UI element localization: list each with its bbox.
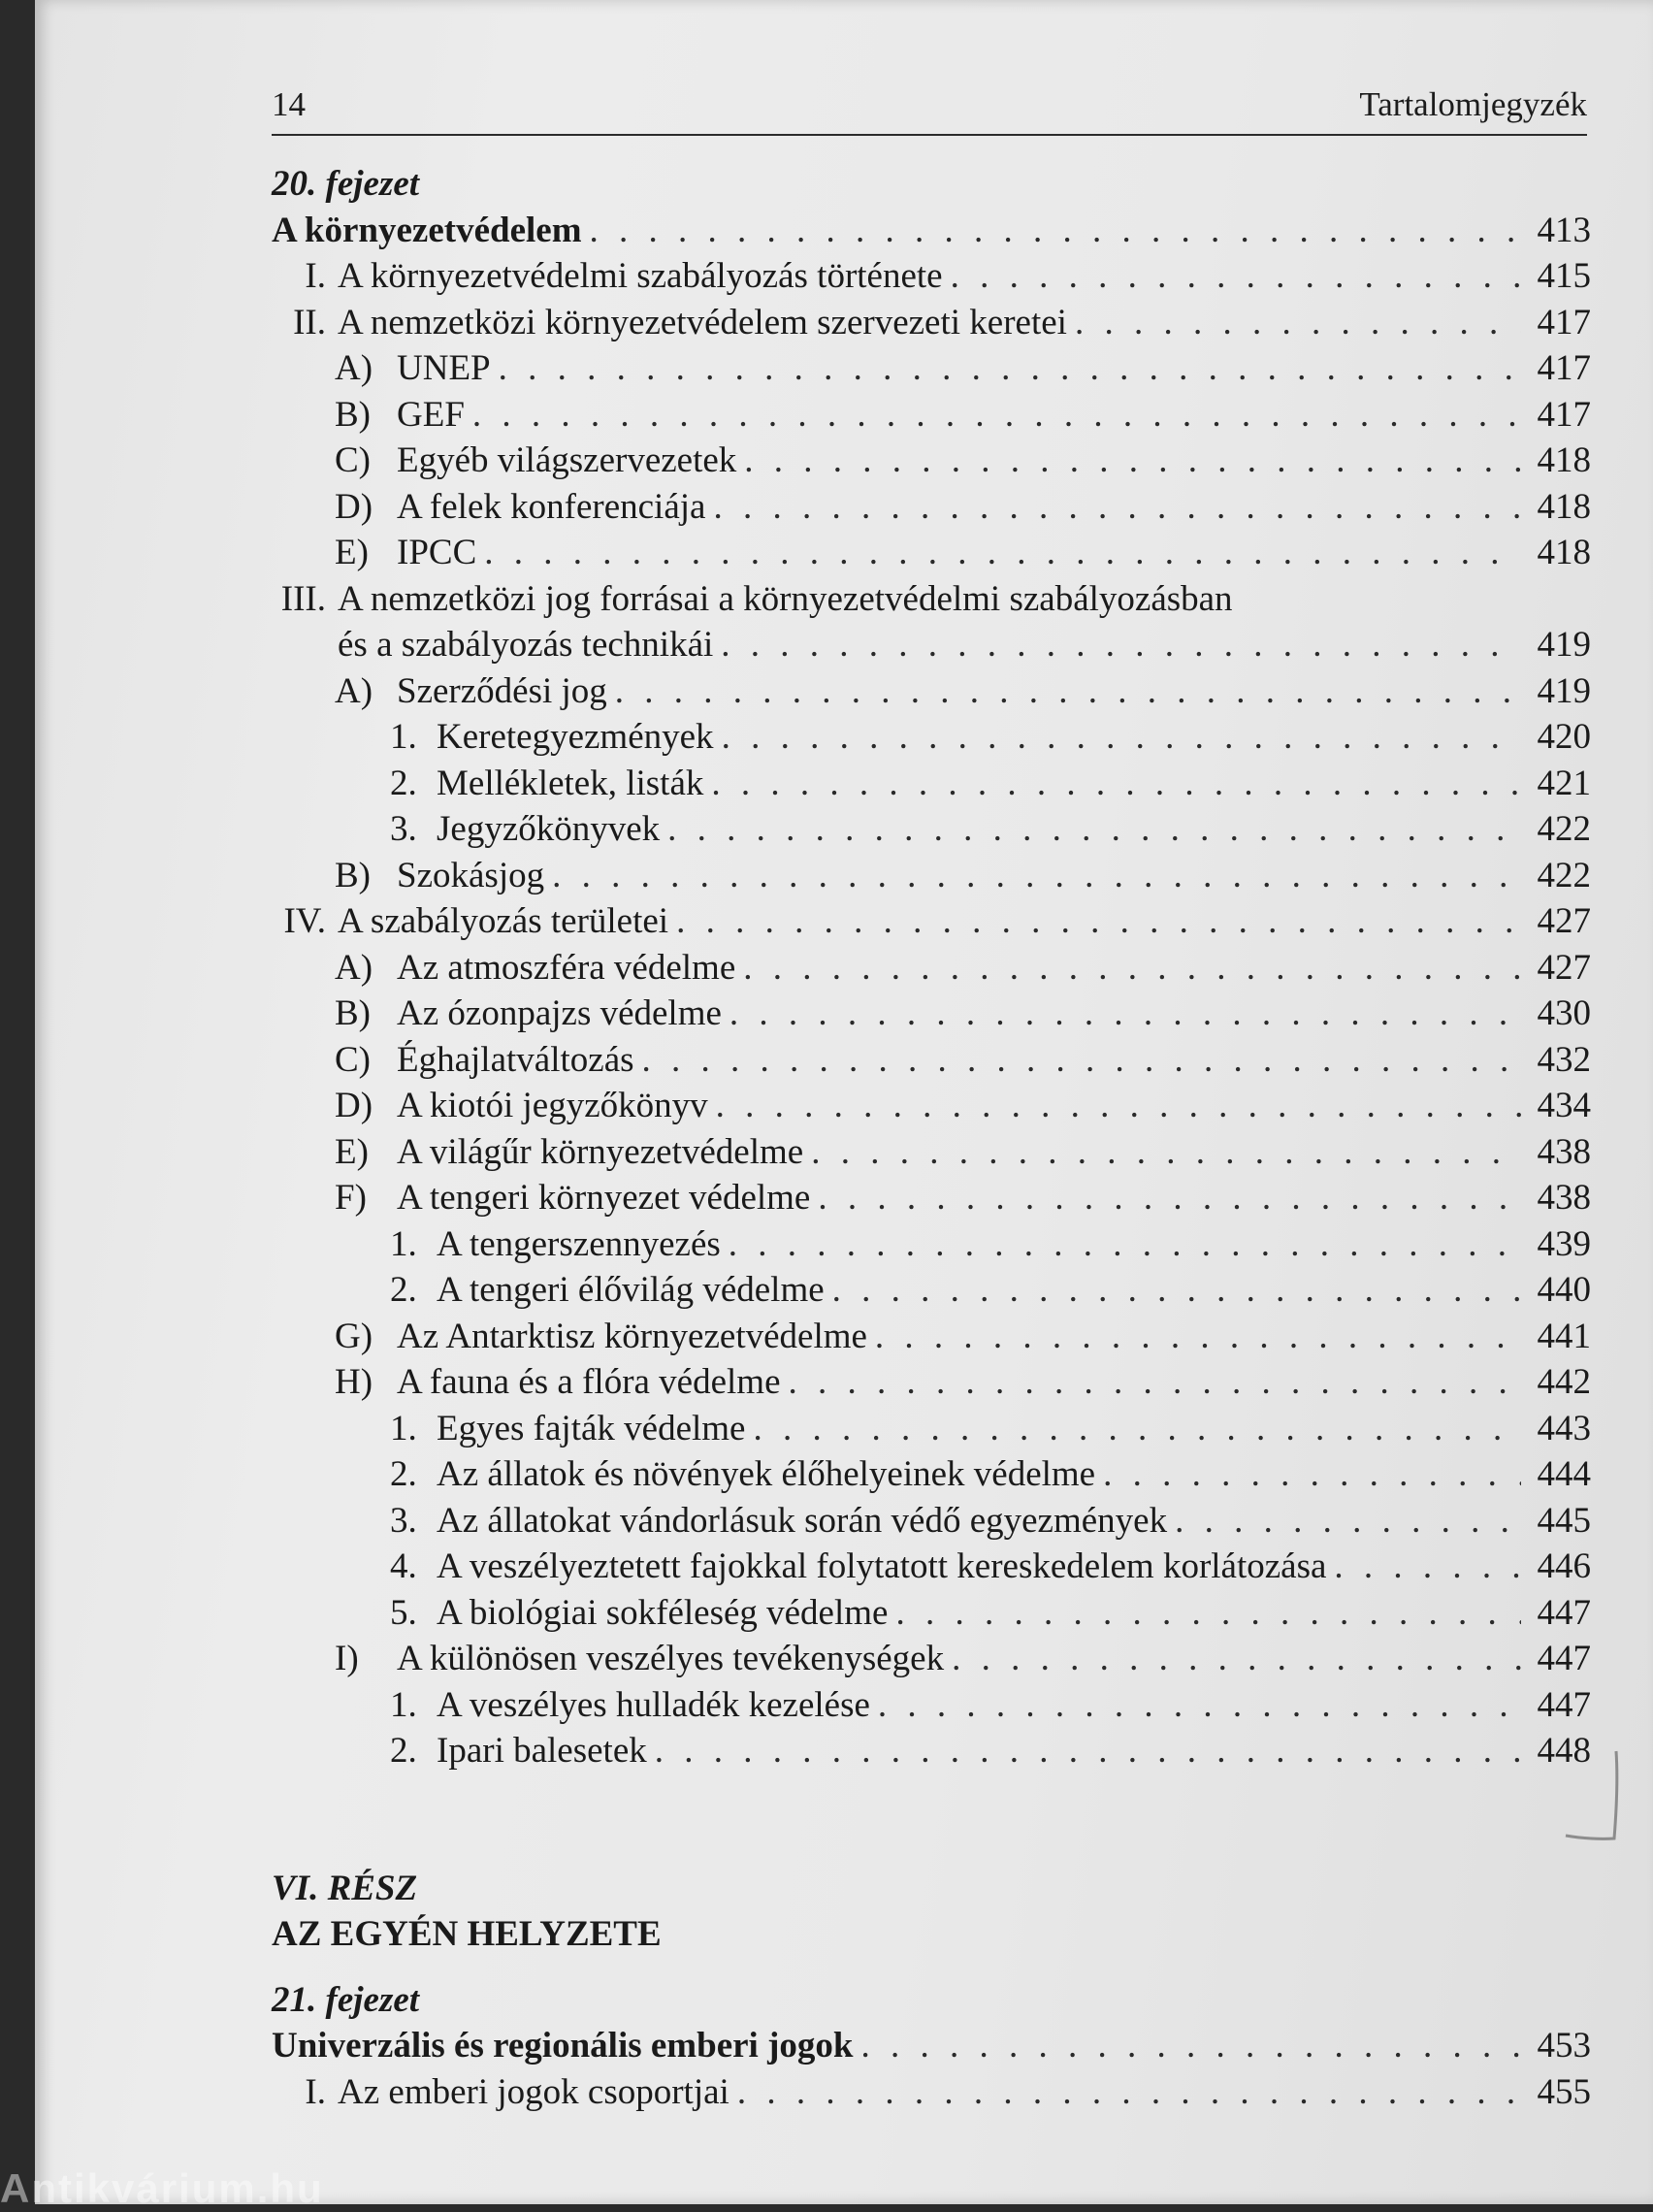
entry-title: Ipari balesetek: [437, 1731, 647, 1771]
entry-title: IPCC: [397, 533, 477, 572]
entry-title: A felek konferenciája: [397, 486, 706, 527]
toc-entry: [272, 806, 1591, 853]
dot-leader: [811, 1129, 1521, 1176]
toc-entry: [272, 1406, 1591, 1452]
toc-entry: [272, 1314, 1591, 1360]
entry-page-number: 447: [1537, 1592, 1591, 1633]
entry-number: D): [335, 486, 373, 527]
entry-page-number: 444: [1537, 1454, 1591, 1494]
toc-entry: [272, 761, 1591, 807]
entry-title: A kiotói jegyzőkönyv: [397, 1086, 708, 1125]
entry-number: G): [335, 1316, 373, 1356]
dot-leader: [655, 1728, 1521, 1774]
entry-number: 5.: [390, 1592, 417, 1633]
entry-page-number: 421: [1537, 763, 1591, 803]
dot-leader: [676, 898, 1521, 945]
entry-number: 2.: [390, 1270, 417, 1310]
toc-entry: [272, 2023, 1591, 2069]
entry-title: A tengerszennyezés: [437, 1223, 721, 1264]
dot-leader: [1075, 300, 1521, 346]
dot-leader: [615, 668, 1521, 715]
toc-entry: [272, 945, 1591, 992]
entry-title: A világűr környezetvédelme: [397, 1131, 804, 1172]
entry-number: 1.: [390, 1223, 417, 1264]
entry-page-number: 448: [1537, 1731, 1591, 1771]
dot-leader: [951, 253, 1521, 300]
toc-entry: [272, 991, 1591, 1037]
dot-leader: [722, 714, 1521, 761]
entry-title: Az ózonpajzs védelme: [397, 993, 722, 1033]
dot-leader: [716, 1083, 1521, 1129]
pencil-checkmark: [1558, 1746, 1645, 1853]
toc-entry: [272, 1544, 1591, 1590]
toc-entry: [272, 2069, 1591, 2116]
entry-title: Az emberi jogok csoportjai: [338, 2071, 729, 2112]
dot-leader: [729, 991, 1521, 1037]
entry-page-number: 419: [1537, 670, 1591, 711]
toc-entry: [272, 1359, 1591, 1406]
part-title: AZ EGYÉN HELYZETE: [272, 1914, 662, 1954]
dot-leader: [860, 2023, 1521, 2069]
toc-entry: [272, 1129, 1591, 1176]
entry-number: 1.: [390, 1684, 417, 1725]
entry-number: III.: [280, 578, 326, 619]
toc-entry: [272, 530, 1591, 576]
part-label: VI. RÉSZ: [272, 1868, 418, 1908]
dot-leader: [590, 208, 1521, 254]
entry-title: GEF: [397, 394, 465, 435]
entry-page-number: 427: [1537, 947, 1591, 988]
dot-leader: [1334, 1544, 1521, 1590]
toc-entry: [272, 576, 1591, 623]
entry-title: Egyéb világszervezetek: [397, 440, 737, 480]
entry-title: A veszélyes hulladék kezelése: [437, 1684, 870, 1725]
entry-title: Az állatok és növények élőhelyeinek védelme: [437, 1454, 1096, 1494]
dot-leader: [832, 1267, 1521, 1314]
toc-entry: [272, 714, 1591, 761]
entry-number: I.: [305, 256, 326, 296]
entry-number: C): [335, 1039, 371, 1080]
entry-number: I): [335, 1639, 359, 1678]
dot-leader: [713, 484, 1521, 531]
book-page: [35, 0, 1653, 2204]
entry-page-number: 419: [1537, 625, 1591, 665]
toc-entry: [272, 438, 1591, 484]
dot-leader: [1103, 1451, 1521, 1498]
entry-number: B): [335, 993, 371, 1033]
dot-leader: [753, 1406, 1521, 1452]
chapter-20-entries: [272, 208, 1591, 1774]
dot-leader: [743, 945, 1521, 992]
toc-entry: [272, 898, 1591, 945]
entry-number: A): [335, 348, 373, 388]
entry-number: 1.: [390, 1408, 417, 1448]
dot-leader: [721, 622, 1521, 668]
entry-page-number: 439: [1537, 1223, 1591, 1264]
entry-title: Az állatokat vándorlásuk során védő egyezmények: [437, 1500, 1168, 1541]
entry-title: Az atmoszféra védelme: [397, 947, 736, 988]
entry-page-number: 420: [1537, 717, 1591, 757]
dot-leader: [642, 1037, 1521, 1084]
entry-page-number: 417: [1537, 394, 1591, 435]
dot-leader: [875, 1314, 1521, 1360]
entry-page-number: 443: [1537, 1408, 1591, 1448]
entry-title: Szerződési jog: [397, 670, 607, 711]
table-of-contents: [272, 161, 1591, 2115]
entry-page-number: 434: [1537, 1086, 1591, 1125]
entry-page-number: 413: [1537, 210, 1591, 250]
entry-title: és a szabályozás technikái: [338, 625, 714, 665]
entry-title: UNEP: [397, 348, 491, 388]
toc-entry: [272, 1636, 1591, 1682]
entry-title: Jegyzőkönyvek: [437, 809, 661, 849]
entry-number: C): [335, 440, 371, 480]
dot-leader: [472, 392, 1521, 439]
entry-number: E): [335, 533, 369, 572]
entry-page-number: 418: [1537, 486, 1591, 527]
entry-page-number: 418: [1537, 440, 1591, 480]
entry-number: D): [335, 1086, 373, 1125]
toc-entry: [272, 1175, 1591, 1221]
entry-number: 2.: [390, 1454, 417, 1494]
entry-title: A fauna és a flóra védelme: [397, 1362, 781, 1402]
entry-title: A tengeri környezet védelme: [397, 1178, 811, 1218]
entry-title: A nemzetközi jog forrásai a környezetvédelmi szabályozásban: [338, 578, 1233, 619]
entry-page-number: 417: [1537, 302, 1591, 342]
entry-number: B): [335, 855, 371, 895]
entry-page-number: 442: [1537, 1362, 1591, 1402]
toc-entry: [272, 853, 1591, 899]
entry-number: I.: [305, 2071, 326, 2112]
entry-number: H): [335, 1362, 373, 1402]
dot-leader: [818, 1175, 1521, 1221]
entry-number: IV.: [283, 901, 326, 941]
entry-page-number: 418: [1537, 533, 1591, 572]
entry-number: 1.: [390, 717, 417, 757]
entry-title: A veszélyeztetett fajokkal folytatott kereskedelem korlátozása: [437, 1546, 1327, 1586]
watermark: Antikvárium.hu: [0, 2165, 324, 2211]
toc-entry: [272, 1682, 1591, 1729]
entry-page-number: 438: [1537, 1131, 1591, 1172]
entry-number: 3.: [390, 1500, 417, 1541]
toc-entry: [272, 1267, 1591, 1314]
toc-entry: [272, 622, 1591, 668]
toc-entry: [272, 253, 1591, 300]
page-header: [272, 80, 1587, 136]
dot-leader: [711, 761, 1521, 807]
entry-number: II.: [293, 302, 326, 342]
entry-number: 2.: [390, 763, 417, 803]
entry-page-number: 453: [1537, 2026, 1591, 2066]
entry-page-number: 430: [1537, 993, 1591, 1033]
toc-entry: [272, 392, 1591, 439]
dot-leader: [729, 1221, 1521, 1268]
toc-entry: [272, 1083, 1591, 1129]
toc-entry: [272, 668, 1591, 715]
entry-number: E): [335, 1131, 369, 1172]
entry-number: 2.: [390, 1731, 417, 1771]
entry-page-number: 447: [1537, 1639, 1591, 1678]
chapter-21-entries: [272, 2023, 1591, 2115]
toc-entry: [272, 1037, 1591, 1084]
entry-number: B): [335, 394, 371, 435]
dot-leader: [1175, 1498, 1521, 1545]
entry-number: 4.: [390, 1546, 417, 1586]
entry-page-number: 422: [1537, 809, 1591, 849]
toc-entry: [272, 1590, 1591, 1637]
entry-title: Univerzális és regionális emberi jogok: [272, 2026, 854, 2066]
dot-leader: [952, 1636, 1521, 1682]
entry-page-number: 415: [1537, 256, 1591, 296]
entry-number: 3.: [390, 809, 417, 849]
entry-page-number: 455: [1537, 2071, 1591, 2112]
entry-page-number: 417: [1537, 348, 1591, 388]
entry-title: Az Antarktisz környezetvédelme: [397, 1316, 867, 1356]
entry-title: Szokásjog: [397, 855, 545, 895]
entry-title: A nemzetközi környezetvédelem szervezeti keretei: [338, 302, 1067, 342]
toc-entry: [272, 1728, 1591, 1774]
entry-title: Egyes fajták védelme: [437, 1408, 746, 1448]
page-number: 14: [272, 85, 306, 123]
entry-page-number: 447: [1537, 1684, 1591, 1725]
dot-leader: [737, 2069, 1521, 2116]
dot-leader: [484, 530, 1521, 576]
entry-title: Éghajlatváltozás: [397, 1039, 634, 1080]
entry-number: A): [335, 670, 373, 711]
dot-leader: [552, 853, 1521, 899]
entry-title: A környezetvédelem: [272, 210, 582, 250]
entry-title: A tengeri élővilág védelme: [437, 1270, 825, 1310]
dot-leader: [744, 438, 1521, 484]
entry-title: A környezetvédelmi szabályozás története: [338, 256, 943, 296]
dot-leader: [499, 345, 1521, 392]
toc-entry: [272, 1221, 1591, 1268]
toc-entry: [272, 1451, 1591, 1498]
dot-leader: [667, 806, 1521, 853]
entry-page-number: 438: [1537, 1178, 1591, 1218]
dot-leader: [789, 1359, 1521, 1406]
running-title: Tartalomjegyzék: [1359, 85, 1587, 123]
entry-page-number: 445: [1537, 1500, 1591, 1541]
entry-page-number: 422: [1537, 855, 1591, 895]
entry-title: Mellékletek, listák: [437, 763, 704, 803]
entry-page-number: 432: [1537, 1039, 1591, 1080]
entry-page-number: 446: [1537, 1546, 1591, 1586]
entry-number: A): [335, 947, 373, 988]
chapter-label: 21. fejezet: [272, 1979, 420, 2020]
entry-page-number: 440: [1537, 1270, 1591, 1310]
toc-entry: [272, 484, 1591, 531]
dot-leader: [895, 1590, 1521, 1637]
entry-page-number: 441: [1537, 1316, 1591, 1356]
entry-number: F): [335, 1178, 367, 1218]
toc-entry: [272, 300, 1591, 346]
entry-page-number: 427: [1537, 901, 1591, 941]
toc-entry: [272, 208, 1591, 254]
entry-title: A szabályozás területei: [338, 901, 669, 941]
entry-title: A különösen veszélyes tevékenységek: [397, 1639, 945, 1678]
entry-title: Keretegyezmények: [437, 717, 714, 757]
section-gap: [272, 1774, 1591, 1866]
entry-title: A biológiai sokféleség védelme: [437, 1592, 889, 1633]
dot-leader: [878, 1682, 1521, 1729]
toc-entry: [272, 1498, 1591, 1545]
toc-entry: [272, 345, 1591, 392]
chapter-label: 20. fejezet: [272, 164, 420, 204]
